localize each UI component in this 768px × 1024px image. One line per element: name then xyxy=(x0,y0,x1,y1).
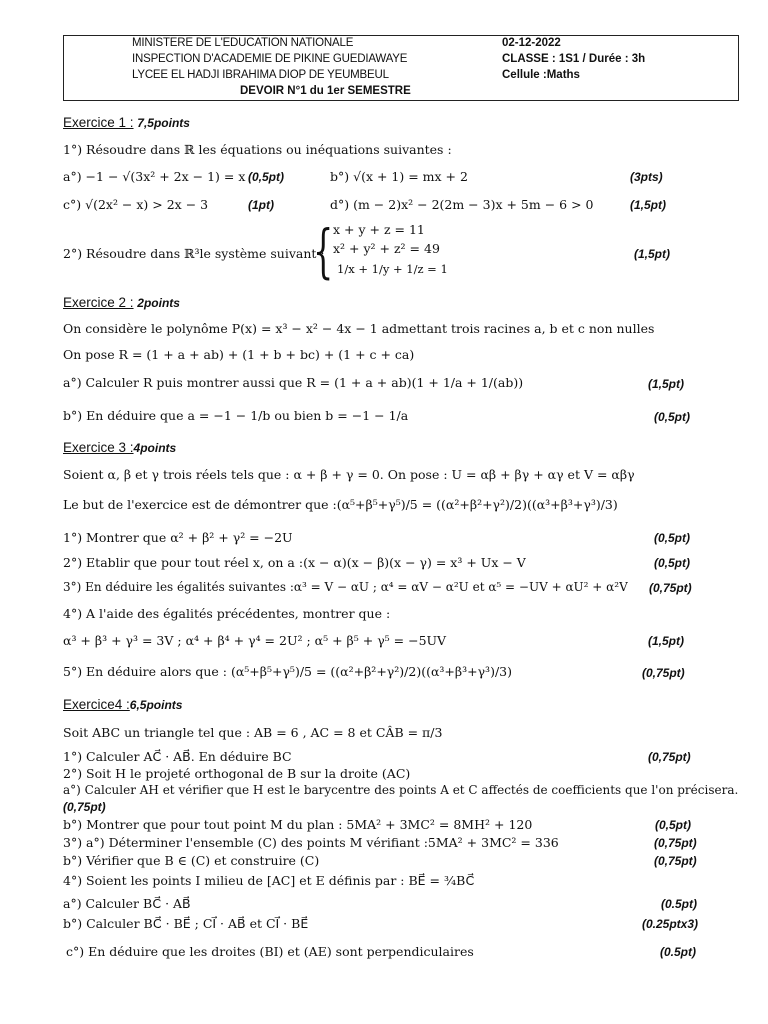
ex3-title: Exercice 3 : xyxy=(63,440,134,455)
ex4-points: 6,5points xyxy=(129,698,183,712)
system-eq2: x² + y² + z² = 49 xyxy=(333,241,440,256)
ex3-q4-pts: (1,5pt) xyxy=(648,634,684,648)
ex1-heading xyxy=(63,115,190,130)
ex4-q2b: b°) Montrer que pour tout point M du plan : 5MA² + 3MC² = 8MH² + 120 xyxy=(63,817,533,832)
ex4-q4b-pts: (0.25ptx3) xyxy=(642,917,699,931)
ex2-a: a°) Calculer R puis montrer aussi que R = (1 + a + ab)(1 + 1/a + 1/(ab)) xyxy=(63,375,524,390)
ex1-q2-pts: (1,5pt) xyxy=(634,247,670,261)
system-eq3: 1/x + 1/y + 1/z = 1 xyxy=(337,262,448,276)
ex2-pose: On pose R = (1 + a + ab) + (1 + b + bc) + (1 + c + ca) xyxy=(63,347,415,362)
ex1-b: b°) √(x + 1) = mx + 2 xyxy=(330,169,468,184)
header-school: LYCEE EL HADJI IBRAHIMA DIOP DE YEUMBEUL xyxy=(132,69,389,81)
ex1-q1: 1°) Résoudre dans ℝ les équations ou inéquations suivantes : xyxy=(63,142,452,157)
ex4-q4b: b°) Calculer BC⃗ · BE⃗ ; CI⃗ · AB⃗ et CI⃗ · BE⃗ xyxy=(63,916,309,931)
header-ministry: MINISTERE DE L'EDUCATION NATIONALE xyxy=(132,37,354,49)
ex3-intro: Soient α, β et γ trois réels tels que : α + β + γ = 0. On pose : U = αβ + βγ + αγ et V = αβγ xyxy=(63,467,635,482)
ex4-q2b-pts: (0,5pt) xyxy=(655,818,691,832)
ex2-intro: On considère le polynôme P(x) = x³ − x² − 4x − 1 admettant trois racines a, b et c non nulles xyxy=(63,321,655,336)
ex3-q2: 2°) Etablir que pour tout réel x, on a :(x − α)(x − β)(x − γ) = x³ + Ux − V xyxy=(63,555,526,570)
ex3-q3-pts: (0,75pt) xyxy=(649,581,692,595)
ex3-q4b: α³ + β³ + γ³ = 3V ; α⁴ + β⁴ + γ⁴ = 2U² ; α⁵ + β⁵ + γ⁵ = −5UV xyxy=(63,633,447,648)
ex4-q4c-pts: (0.5pt) xyxy=(660,945,696,959)
ex4-intro: Soit ABC un triangle tel que : AB = 6 , AC = 8 et CÂB = π/3 xyxy=(63,725,443,740)
ex4-q1: 1°) Calculer AC⃗ · AB⃗. En déduire BC xyxy=(63,749,292,764)
ex4-q3b: b°) Vérifier que B ∈ (C) et construire (C) xyxy=(63,853,320,868)
header-date: 02-12-2022 xyxy=(502,37,561,49)
ex2-points: 2points xyxy=(137,296,180,310)
ex4-q3a: 3°) a°) Déterminer l'ensemble (C) des points M vérifiant :5MA² + 3MC² = 336 xyxy=(63,835,559,850)
ex2-b-pts: (0,5pt) xyxy=(654,410,690,424)
system-brace: { xyxy=(313,217,334,285)
ex4-q2a-pts: (0,75pt) xyxy=(63,800,106,814)
ex4-q2a: a°) Calculer AH et vérifier que H est le barycentre des points A et C affectés de coefficients que l'on précisera. xyxy=(63,783,739,797)
header-inspection: INSPECTION D'ACADEMIE DE PIKINE GUEDIAWAYE xyxy=(132,53,408,65)
ex3-q1: 1°) Montrer que α² + β² + γ² = −2U xyxy=(63,530,293,545)
ex1-c: c°) √(2x² − x) > 2x − 3 xyxy=(63,197,209,212)
ex3-q4: 4°) A l'aide des égalités précédentes, montrer que : xyxy=(63,606,391,621)
ex3-points: 4points xyxy=(133,441,177,455)
ex4-q3a-pts: (0,75pt) xyxy=(654,836,697,850)
header-cellule: Cellule :Maths xyxy=(502,69,580,81)
ex3-q3: 3°) En déduire les égalités suivantes :α³ = V − αU ; α⁴ = αV − α²U et α⁵ = −UV + αU² + α²V xyxy=(63,580,628,594)
ex4-title: Exercice4 : xyxy=(63,697,130,712)
ex2-heading xyxy=(63,295,180,310)
ex3-heading xyxy=(63,440,176,455)
header-class: CLASSE : 1S1 / Durée : 3h xyxy=(502,53,646,65)
ex1-a: a°) −1 − √(3x² + 2x − 1) = x xyxy=(63,169,246,184)
ex2-b: b°) En déduire que a = −1 − 1/b ou bien b = −1 − 1/a xyxy=(63,408,409,423)
ex1-b-pts: (3pts) xyxy=(630,170,663,184)
ex4-q4c: c°) En déduire que les droites (BI) et (AE) sont perpendiculaires xyxy=(66,944,474,959)
header-devoir: DEVOIR N°1 du 1er SEMESTRE xyxy=(240,85,411,97)
ex4-q1-pts: (0,75pt) xyxy=(648,750,691,764)
ex1-q2: 2°) Résoudre dans ℝ³le système suivant : xyxy=(63,246,325,261)
ex4-q4: 4°) Soient les points I milieu de [AC] et E définis par : BE⃗ = ¾BC⃗ xyxy=(63,873,475,888)
ex4-heading xyxy=(63,697,182,712)
ex2-a-pts: (1,5pt) xyxy=(648,377,684,391)
ex1-points: 7,5points xyxy=(137,116,190,130)
ex1-d: d°) (m − 2)x² − 2(2m − 3)x + 5m − 6 > 0 xyxy=(330,197,594,212)
ex4-q4a: a°) Calculer BC⃗ · AB⃗ xyxy=(63,896,191,911)
ex3-q5-pts: (0,75pt) xyxy=(642,666,685,680)
ex3-q1-pts: (0,5pt) xyxy=(654,531,690,545)
ex3-but: Le but de l'exercice est de démontrer que :(α⁵+β⁵+γ⁵)/5 = ((α²+β²+γ²)/2)((α³+β³+γ³)/3) xyxy=(63,497,618,512)
ex3-q2-pts: (0,5pt) xyxy=(654,556,690,570)
ex1-d-pts: (1,5pt) xyxy=(630,198,666,212)
ex3-q5: 5°) En déduire alors que : (α⁵+β⁵+γ⁵)/5 = ((α²+β²+γ²)/2)((α³+β³+γ³)/3) xyxy=(63,664,512,679)
system-eq1: x + y + z = 11 xyxy=(333,222,425,237)
ex2-title: Exercice 2 : xyxy=(63,295,134,310)
ex4-q2: 2°) Soit H le projeté orthogonal de B sur la droite (AC) xyxy=(63,766,411,781)
ex1-a-pts: (0,5pt) xyxy=(248,170,284,184)
ex1-c-pts: (1pt) xyxy=(248,198,274,212)
ex4-q4a-pts: (0.5pt) xyxy=(661,897,697,911)
ex4-q3b-pts: (0,75pt) xyxy=(654,854,697,868)
ex1-title: Exercice 1 : xyxy=(63,115,134,130)
